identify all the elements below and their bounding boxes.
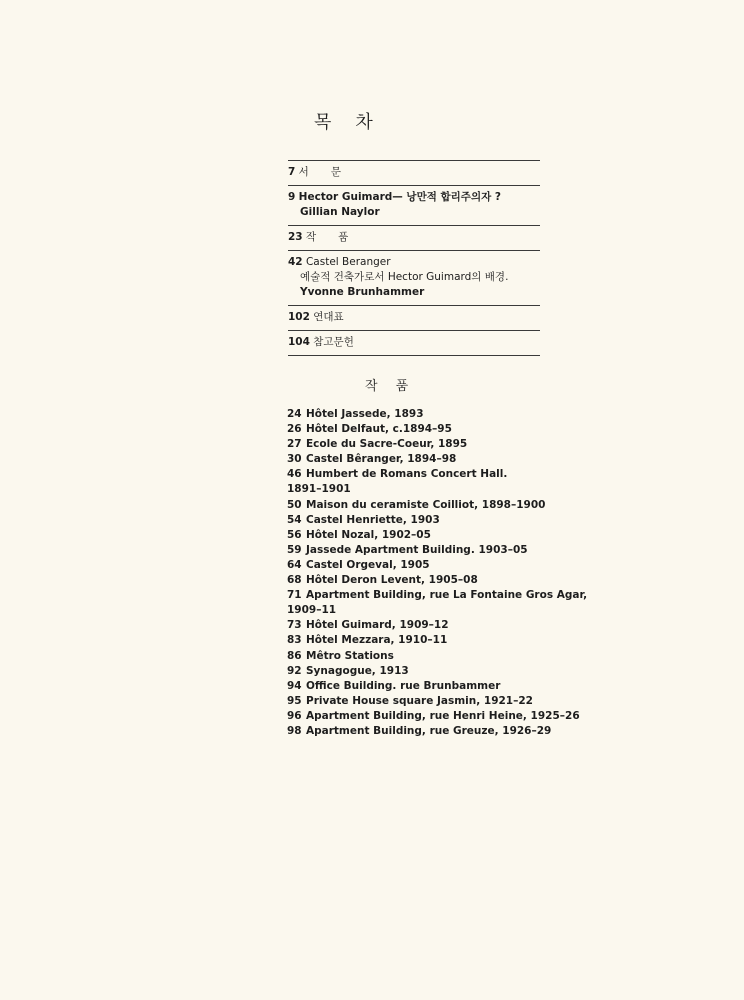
page-number: 71 bbox=[287, 589, 302, 602]
list-item bbox=[287, 498, 557, 513]
page-number: 102 bbox=[288, 311, 310, 323]
list-item bbox=[287, 452, 557, 467]
toc-entry bbox=[288, 226, 540, 250]
works-heading-part: 품 bbox=[395, 379, 409, 394]
toc-entry bbox=[288, 331, 540, 355]
entry-title: Hector Guimard— 낭만적 합리주의자 ? bbox=[298, 191, 501, 203]
entry-title-part: 작 bbox=[305, 231, 317, 243]
list-item bbox=[287, 467, 557, 482]
list-item bbox=[287, 407, 557, 422]
work-title: Castel Bêranger, 1894–98 bbox=[306, 453, 457, 466]
work-title: Castel Orgeval, 1905 bbox=[306, 558, 430, 571]
table-of-contents bbox=[288, 160, 540, 356]
list-item bbox=[287, 422, 557, 437]
entry-subtitle: 예술적 건축가로서 Hector Guimard의 배경. bbox=[300, 271, 509, 283]
list-item bbox=[287, 709, 580, 724]
list-item bbox=[287, 528, 557, 543]
toc-entry bbox=[288, 251, 540, 305]
list-item bbox=[287, 543, 557, 558]
work-title: Humbert de Romans Concert Hall. bbox=[306, 468, 508, 481]
list-item bbox=[287, 679, 557, 694]
page-number: 46 bbox=[287, 468, 302, 481]
entry-author: Yvonne Brunhammer bbox=[300, 286, 425, 298]
works-list bbox=[287, 407, 588, 739]
work-title: Synagogue, 1913 bbox=[306, 664, 409, 677]
work-title: Mêtro Stations bbox=[306, 649, 394, 662]
list-item bbox=[287, 437, 557, 452]
list-item bbox=[287, 513, 557, 528]
work-title: Hôtel Mezzara, 1910–11 bbox=[306, 634, 448, 647]
work-title: Apartment Building, rue Henri Heine, 1925–26 bbox=[306, 709, 580, 722]
page-number: 68 bbox=[287, 574, 302, 587]
toc-entry bbox=[288, 306, 540, 330]
page-number: 42 bbox=[288, 256, 303, 268]
work-title: Apartment Building, rue La Fontaine Gros Agar, bbox=[306, 589, 588, 602]
work-title: Office Building. rue Brunbammer bbox=[306, 679, 501, 692]
toc-entry bbox=[288, 186, 540, 225]
divider bbox=[288, 355, 540, 356]
page-number: 24 bbox=[287, 408, 302, 420]
entry-title: 참고문헌 bbox=[313, 336, 354, 348]
list-item bbox=[287, 618, 557, 633]
work-title: Hôtel Delfaut, c.1894–95 bbox=[306, 423, 452, 436]
work-title: Apartment Building, rue Greuze, 1926–29 bbox=[306, 724, 552, 737]
entry-title: Castel Beranger bbox=[305, 256, 391, 268]
entry-title-part: 문 bbox=[330, 166, 341, 178]
page-number: 30 bbox=[287, 453, 302, 466]
work-title: Hôtel Jassede, 1893 bbox=[306, 408, 424, 420]
page-number: 73 bbox=[287, 619, 302, 632]
entry-author: Gillian Naylor bbox=[300, 206, 380, 218]
work-title: Private House square Jasmin, 1921–22 bbox=[306, 694, 533, 707]
page-number: 59 bbox=[287, 543, 302, 556]
page-number: 95 bbox=[287, 694, 302, 707]
works-heading-part: 작 bbox=[365, 379, 378, 394]
entry-title-part: 서 bbox=[298, 166, 309, 178]
list-item bbox=[287, 573, 557, 588]
works-heading bbox=[365, 375, 408, 394]
work-title: Hôtel Guimard, 1909–12 bbox=[306, 619, 449, 632]
work-title: Castel Henriette, 1903 bbox=[306, 513, 440, 526]
entry-title: 연대표 bbox=[313, 311, 344, 323]
toc-entry bbox=[288, 161, 540, 185]
page-number: 9 bbox=[288, 191, 296, 203]
page-number: 96 bbox=[287, 709, 302, 722]
work-title: Maison du ceramiste Coilliot, 1898–1900 bbox=[306, 498, 546, 511]
work-title: Hôtel Nozal, 1902–05 bbox=[306, 528, 431, 541]
page-number: 94 bbox=[287, 679, 302, 692]
page-number: 92 bbox=[287, 664, 302, 677]
page-number: 26 bbox=[287, 423, 302, 436]
page-number: 7 bbox=[288, 166, 296, 178]
list-item bbox=[287, 588, 588, 603]
list-item bbox=[287, 694, 557, 709]
page-title bbox=[314, 108, 373, 134]
work-title: Jassede Apartment Building. 1903–05 bbox=[306, 543, 528, 556]
page-number: 56 bbox=[287, 528, 302, 541]
entry-title-part: 품 bbox=[338, 231, 349, 243]
list-item bbox=[287, 633, 557, 648]
page-number: 64 bbox=[287, 558, 302, 571]
page-number: 50 bbox=[287, 498, 302, 511]
page-number: 104 bbox=[288, 336, 310, 348]
page-number: 83 bbox=[287, 634, 302, 647]
title-part-1: 목 bbox=[314, 112, 332, 133]
page-number: 54 bbox=[287, 513, 302, 526]
page-number: 86 bbox=[287, 649, 302, 662]
work-title: Ecole du Sacre-Coeur, 1895 bbox=[306, 438, 468, 451]
work-title-continuation: 1891–1901 bbox=[287, 483, 351, 496]
title-part-2: 차 bbox=[355, 112, 373, 133]
work-title-continuation: 1909–11 bbox=[287, 604, 337, 617]
list-item bbox=[287, 649, 557, 664]
list-item bbox=[287, 724, 557, 739]
page-number: 23 bbox=[288, 231, 303, 243]
work-title: Hôtel Deron Levent, 1905–08 bbox=[306, 574, 478, 587]
page-number: 98 bbox=[287, 724, 302, 737]
list-item bbox=[287, 558, 557, 573]
list-item bbox=[287, 664, 557, 679]
page-number: 27 bbox=[287, 438, 302, 451]
